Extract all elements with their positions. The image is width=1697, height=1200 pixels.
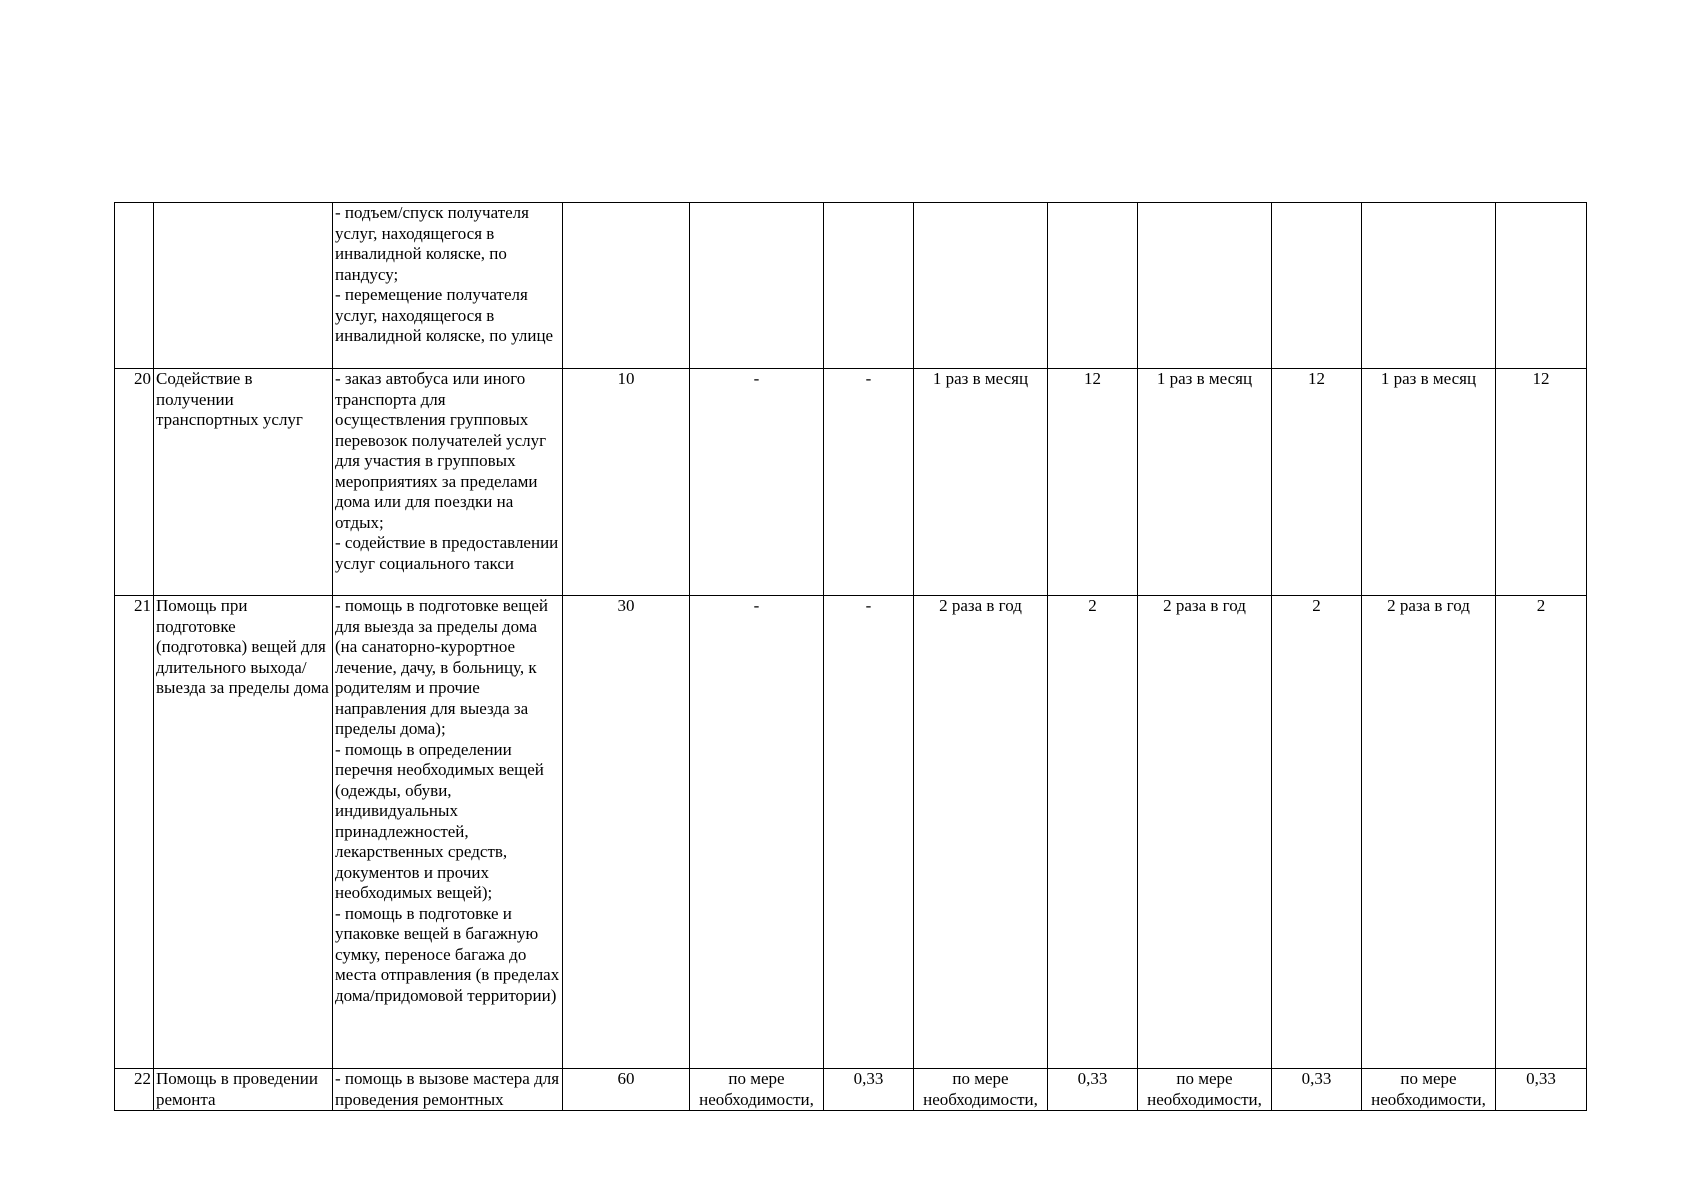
service-content-cell <box>333 203 563 369</box>
volume-cell-1: - <box>824 369 914 596</box>
service-content-cell <box>333 1069 563 1111</box>
table-row <box>115 369 1587 596</box>
frequency-cell-1: - <box>690 596 824 1069</box>
frequency-cell-4 <box>1362 203 1496 369</box>
table-row <box>115 203 1587 369</box>
frequency-cell-1: по мере необходимости, <box>690 1069 824 1111</box>
service-content-cell <box>333 369 563 596</box>
content-line: - помощь в подготовке и упаковке вещей в багажную сумку, переносе багажа до места отправления (в пределах дома/придомовой территории) <box>335 903 560 1005</box>
row-number-cell: 20 <box>115 369 154 596</box>
volume-cell-4: 12 <box>1496 369 1587 596</box>
volume-cell-2: 0,33 <box>1048 1069 1138 1111</box>
volume-cell-3: 0,33 <box>1272 1069 1362 1111</box>
volume-cell-2: 2 <box>1048 596 1138 1069</box>
frequency-cell-4: по мере необходимости, <box>1362 1069 1496 1111</box>
table-row <box>115 596 1587 1069</box>
frequency-cell-3: 2 раза в год <box>1138 596 1272 1069</box>
time-norm-cell: 60 <box>563 1069 690 1111</box>
frequency-cell-3: 1 раз в месяц <box>1138 369 1272 596</box>
service-name-cell <box>154 203 333 369</box>
volume-cell-3: 2 <box>1272 596 1362 1069</box>
time-norm-cell: 10 <box>563 369 690 596</box>
volume-cell-2 <box>1048 203 1138 369</box>
volume-cell-1 <box>824 203 914 369</box>
frequency-cell-3: по мере необходимости, <box>1138 1069 1272 1111</box>
content-line: - помощь в вызове мастера для проведения ремонтных <box>335 1069 560 1109</box>
frequency-cell-3 <box>1138 203 1272 369</box>
service-name-cell: Содействие в получении транспортных услуг <box>154 369 333 596</box>
row-number-cell <box>115 203 154 369</box>
volume-cell-2: 12 <box>1048 369 1138 596</box>
content-line: - заказ автобуса или иного транспорта для осуществления групповых перевозок получателей услуг для участия в групповых мероприятиях за пределами дома или для поездки на отдых; <box>335 369 547 532</box>
service-name-cell: Помощь в проведении ремонта <box>154 1069 333 1111</box>
volume-cell-1: - <box>824 596 914 1069</box>
volume-cell-3 <box>1272 203 1362 369</box>
frequency-cell-2: 2 раза в год <box>914 596 1048 1069</box>
content-line: - содействие в предоставлении услуг социального такси <box>335 533 559 573</box>
frequency-cell-2 <box>914 203 1048 369</box>
row-number-cell: 21 <box>115 596 154 1069</box>
volume-cell-3: 12 <box>1272 369 1362 596</box>
time-norm-cell <box>563 203 690 369</box>
frequency-cell-2: 1 раз в месяц <box>914 369 1048 596</box>
row-number-cell: 22 <box>115 1069 154 1111</box>
table-row <box>115 1069 1587 1111</box>
volume-cell-4 <box>1496 203 1587 369</box>
frequency-cell-4: 1 раз в месяц <box>1362 369 1496 596</box>
frequency-cell-4: 2 раза в год <box>1362 596 1496 1069</box>
content-line: - помощь в определении перечня необходимых вещей (одежды, обуви, индивидуальных принадлежностей, лекарственных средств, документов и прочих необходимых вещей); <box>335 739 544 902</box>
volume-cell-1: 0,33 <box>824 1069 914 1111</box>
frequency-cell-1: - <box>690 369 824 596</box>
content-line: - помощь в подготовке вещей для выезда за пределы дома (на санаторно-курортное лечение, дачу, в больницу, к родителям и прочие направления для выезда за пределы дома); <box>335 596 548 738</box>
volume-cell-4: 2 <box>1496 596 1587 1069</box>
service-content-cell <box>333 596 563 1069</box>
content-line: - перемещение получателя услуг, находящегося в инвалидной коляске, по улице <box>335 285 554 345</box>
frequency-cell-2: по мере необходимости, <box>914 1069 1048 1111</box>
time-norm-cell: 30 <box>563 596 690 1069</box>
frequency-cell-1 <box>690 203 824 369</box>
volume-cell-4: 0,33 <box>1496 1069 1587 1111</box>
content-line: - подъем/спуск получателя услуг, находящегося в инвалидной коляске, по пандусу; <box>335 203 529 284</box>
services-table <box>114 202 1587 1111</box>
service-name-cell: Помощь при подготовке (подготовка) вещей для длительного выхода/выезда за пределы дома <box>154 596 333 1069</box>
